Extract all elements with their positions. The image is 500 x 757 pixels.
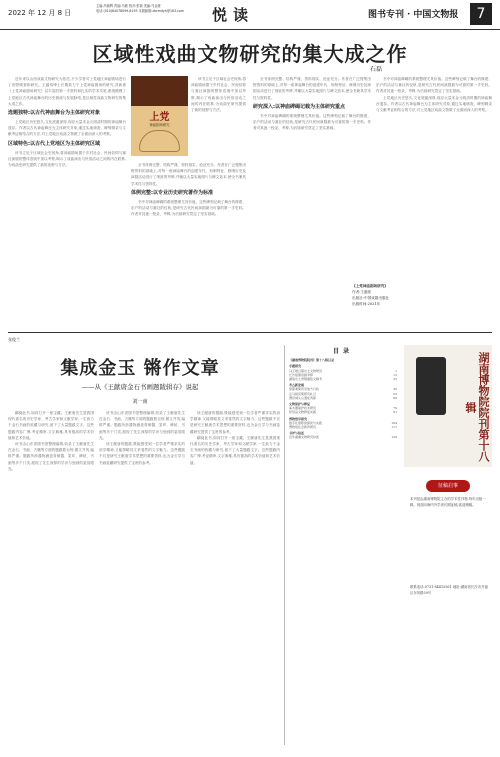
- toc-entry-title: 数字化展陈的探索与实践: [289, 420, 323, 425]
- section-heading: 区域特色:以古代上党地区为主体研究区域: [8, 140, 101, 147]
- table-of-contents: [289, 348, 397, 738]
- toc-entry-page: 1: [395, 368, 397, 373]
- journal-promo: [404, 345, 492, 745]
- article2-column-2: [99, 410, 185, 745]
- article1-author: 石磊: [370, 66, 383, 73]
- toc-entry-page: 12: [393, 372, 397, 377]
- toc-entry-title: 博物馆学研究: [289, 416, 308, 421]
- article2-column-3: [190, 410, 280, 745]
- toc-entry: [289, 396, 397, 400]
- toc-entry-page: 129: [391, 435, 397, 440]
- toc-entry-page: 52: [393, 391, 397, 396]
- toc-heading: 目录: [332, 348, 353, 355]
- contact-line: 电话:(010)64078099-8193 本版邮箱:zbcmdyh@163.com: [96, 9, 184, 13]
- section-heading: 体例完整:以专业历史研究著作为标准: [131, 189, 214, 196]
- book-cover-band: [131, 76, 188, 106]
- paragraph: 读王献唐的题跋,既能感受到一位学者严谨求实的治学精神,又能领略其文采斐然的文字魅力。这些题跋不仅是研究王献唐学术思想的重要资料,也为金石学与书画鉴藏研究提供了宝贵的参考。: [190, 411, 280, 434]
- journal-title: 湖南博物院院刊第十八辑: [464, 352, 490, 462]
- paragraph: 翻阅此书,如同打开一座宝藏。王献唐先生是我国现代著名的历史学家、考古学家和文献学家,一生致力于金石书画的收藏与研究,留下了大量题跋文字。这些题跋内容广博,考证精审,文字典雅,具有极高的学术价值和艺术价值。: [190, 435, 280, 465]
- caption-author: 作者:王潞伟: [352, 290, 372, 294]
- article1-column-2b: [131, 162, 246, 326]
- toc-list: [289, 358, 397, 439]
- toc-entry-title: 长沙楚墓帛画考释: [289, 372, 314, 377]
- caption-title: 《上党神庙剧场研究》: [352, 284, 388, 288]
- toc-entry-title: 走马楼吴简研究札记: [289, 391, 317, 396]
- toc-entry: [289, 425, 397, 429]
- toc-entry-page: 91: [393, 410, 397, 415]
- journal-contact: 联系电话:0731-84415561 地址:湖南省长沙市开福区东风路50号: [410, 585, 488, 595]
- paragraph: 该书立足于区域社会史视角,将神庙剧场置于乡村社会、民间信仰与赛社演剧的整体语境中加以考察,揭示了戏曲演出与民俗活动之间的内在联系,为戏曲史研究提供了新的视野与方法。: [191, 77, 246, 113]
- paragraph: 上党地区历史悠久,文化底蕴深厚,现存大量宋金元明清时期的神庙舞台遗存。作者以古代神庙舞台为主体研究对象,通过实地调查、碑刻辑录与文献考证相结合的方法,对上党地区戏曲文物做了全面而深入的考察。: [8, 120, 126, 137]
- paragraph: 全书体例完整、结构严谨、资料翔实、论证充分。作者在广泛搜集田野资料的基础上,对每一座神庙舞台的创建年代、形制特征、修缮历史及演剧活动进行了细致的考辨,并辅以大量实地照片与碑文拓本,使全书兼具学术性与资料性。: [131, 163, 246, 186]
- paragraph: 读王献唐的题跋,既能感受到一位学者严谨求实的治学精神,又能领略其文采斐然的文字魅力。这些题跋不仅是研究王献唐学术思想的重要资料,也为金石学与书画鉴藏研究提供了宝贵的参考。: [99, 442, 185, 465]
- toc-entry-title: 书评与综述: [289, 431, 305, 436]
- toc-entry-title: 近年湖湘文物研究综述: [289, 435, 320, 440]
- toc-entry: [289, 377, 397, 381]
- toc-entry: [289, 435, 397, 439]
- toc-entry-title: 湖南出土青铜器铭文辑考: [289, 377, 323, 382]
- toc-entry-title: 《湖南博物院院刊》第十八辑目录: [289, 358, 335, 363]
- toc-entry-title: 博物馆社会教育研究: [289, 425, 317, 430]
- article1-column-4: [376, 76, 492, 280]
- page-header: [0, 0, 500, 30]
- column-divider: [284, 345, 285, 745]
- book-cover-ornament: [139, 130, 180, 152]
- article2-column-1: [8, 410, 94, 745]
- article2-editor: 张俊兰: [8, 337, 20, 342]
- paragraph: 上党地区历史悠久,文化底蕴深厚,现存大量宋金元明清时期的神庙舞台遗存。作者以古代神庙舞台为主体研究对象,通过实地调查、碑刻辑录与文献考证相结合的方法,对上党地区戏曲文物做了全面而深入的考察。: [376, 95, 492, 113]
- article2-author: 刘一南: [132, 399, 148, 405]
- call-for-papers-badge: 征稿启事: [426, 480, 470, 492]
- article2-subtitle: ——从《王献唐金石书画题跋辑存》说起: [81, 383, 199, 391]
- journal-cover-artifact-image: [416, 357, 446, 415]
- section-heading: 选题独特:以古代神庙舞台为主体研究对象: [8, 110, 101, 117]
- paragraph: 该书由山东省图书馆整理编辑,收录了王献唐先生在金石、书画、古籍等方面的题跋数百则,图文并茂,编排严谨。题跋所涉器物涵盖青铜器、玺印、碑帖、书画等多个门类,展现了先生深厚的学识与独到的鉴赏眼光。: [8, 442, 94, 471]
- toc-entry-title: 漆木器保护技术研究: [289, 406, 317, 411]
- toc-entry-title: 丝织品文物修复实践: [289, 410, 317, 415]
- toc-entry-page: 66: [393, 395, 397, 400]
- article1-column-1: [8, 76, 126, 326]
- paragraph: 近年来以山西戏曲文物研究为依托,不少学者对上党地区神庙剧场进行了田野调查和研究。王潞伟博士长期致力于上党神庙剧场的研究,其新著《上党神庙剧场研究》以丰富的第一手资料和扎实的学术功底,系统梳理了上党地区古代神庙舞台的历史源流与发展脉络,是区域性戏曲文物研究的集大成之作。: [8, 77, 126, 106]
- book-cover-image: [131, 76, 188, 156]
- page-number: 7: [470, 3, 492, 25]
- toc-entry-title: 马王堆汉墓出土文物研究: [289, 368, 323, 373]
- toc-entry-title: 专题研究: [289, 364, 302, 369]
- paragraph: 全书体例完整、结构严谨、资料翔实、论证充分。作者在广泛搜集田野资料的基础上,对每一座神庙舞台的创建年代、形制特征、修缮历史及演剧活动进行了细致的考辨,并辅以大量实地照片与碑文拓本,使全书兼具学术性与资料性。: [253, 77, 371, 100]
- paragraph: 书中对神庙碑碣的系统整理尤具价值。这些碑刻记载了舞台的修建、乐户的活动与赛社的仪轨,是研究古代民间演剧最为可靠的第一手史料。作者对其逐一校录、考释,为后续研究奠定了坚实基础。: [131, 199, 246, 217]
- toc-entry: [289, 358, 397, 362]
- issue-date: 2022 年 12 月 8 日: [8, 9, 72, 17]
- paragraph: 书中对神庙碑碣的系统整理尤具价值。这些碑刻记载了舞台的修建、乐户的活动与赛社的仪轨,是研究古代民间演剧最为可靠的第一手史料。作者对其逐一校录、考释,为后续研究奠定了坚实基础。: [376, 77, 492, 94]
- book-info-caption: [352, 283, 389, 307]
- article2-title: 集成金玉 锵作文章: [60, 358, 220, 379]
- toc-entry-title: 考古新发现: [289, 383, 305, 388]
- toc-entry-page: 79: [393, 406, 397, 411]
- editorial-info: [96, 4, 196, 14]
- toc-entry-page: 117: [391, 425, 397, 430]
- toc-entry-page: 104: [391, 420, 397, 425]
- section-heading: 研究深入:以神庙碑碣记载为主体研究重点: [253, 103, 346, 110]
- toc-entry-title: 里耶秦简所见地方行政: [289, 387, 320, 392]
- caption-publisher: 出版社:中国戏剧出版社: [352, 296, 390, 300]
- paragraph: 书中对神庙碑碣的系统整理尤具价值。这些碑刻记载了舞台的修建、乐户的活动与赛社的仪轨,是研究古代民间演剧最为可靠的第一手史料。作者对其逐一校录、考释,为后续研究奠定了坚实基础。: [253, 113, 371, 131]
- call-for-papers-text: 本刊是由湖南博物院主办的学术性刊物,每年出版一辑。现面向海内外学者长期征稿,欢迎赐稿。: [410, 497, 486, 507]
- paragraph: 该书立足于区域社会史视角,将神庙剧场置于乡村社会、民间信仰与赛社演剧的整体语境中加以考察,揭示了戏曲演出与民俗活动之间的内在联系,为戏曲史研究提供了新的视野与方法。: [8, 150, 126, 168]
- article1-title: 区域性戏曲文物研究的集大成之作: [92, 42, 408, 66]
- paragraph: 该书由山东省图书馆整理编辑,收录了王献唐先生在金石、书画、古籍等方面的题跋数百则,图文并茂,编排严谨。题跋所涉器物涵盖青铜器、玺印、碑帖、书画等多个门类,展现了先生深厚的学识与独到的鉴赏眼光。: [99, 411, 185, 440]
- book-cover-title: 上党: [149, 112, 170, 123]
- editorial-line: 主编:冯朝辉 责编:马敏 校对:张颖 美编:马金萱: [96, 4, 161, 8]
- section-divider: [8, 332, 492, 333]
- paper-name: 图书专刊 · 中国文物报: [368, 10, 459, 20]
- section-name: 悦读: [212, 6, 255, 24]
- journal-cover: [404, 345, 492, 467]
- paragraph: 翻阅此书,如同打开一座宝藏。王献唐先生是我国现代著名的历史学家、考古学家和文献学家,一生致力于金石书画的收藏与研究,留下了大量题跋文字。这些题跋内容广博,考证精审,文字典雅,具有极高的学术价值和艺术价值。: [8, 411, 94, 440]
- toc-entry-title: 文物保护与修复: [289, 402, 311, 407]
- toc-entry: [289, 410, 397, 414]
- toc-entry-title: 澧县城头山遗址再探: [289, 395, 317, 400]
- toc-entry-page: 25: [393, 377, 397, 382]
- caption-date: 出版时间:2021年: [352, 302, 381, 306]
- book-cover-subtitle: 神庙剧场研究: [149, 123, 170, 127]
- toc-entry-page: 38: [393, 387, 397, 392]
